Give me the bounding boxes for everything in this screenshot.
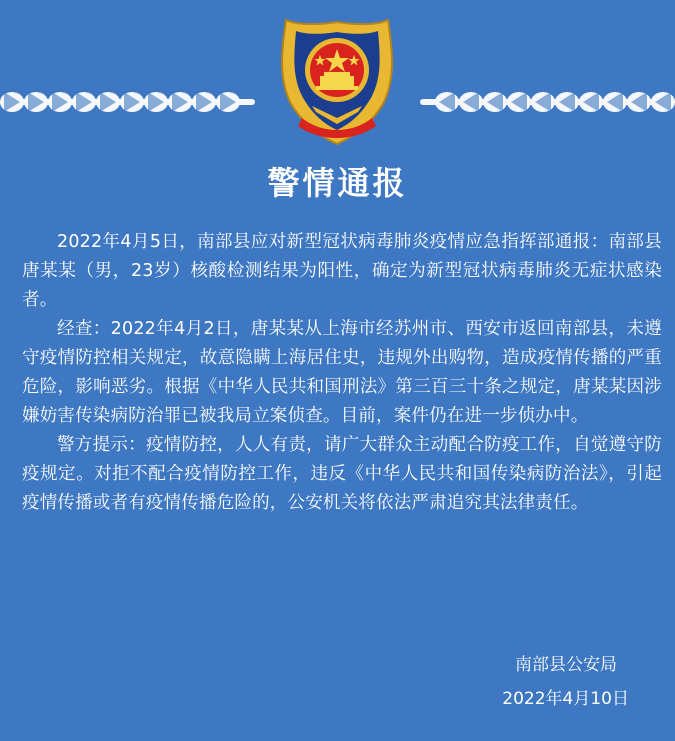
page-title: 警情通报: [267, 164, 408, 202]
police-badge-icon: [272, 18, 402, 146]
paragraph-police-reminder: 警方提示：疫情防控，人人有责，请广大群众主动配合防疫工作，自觉遵守防疫规定。对拒不配合疫情防控工作，违反《中华人民共和国传染病防治法》，引起疫情传播或者有疫情传播危险的，公安机关将依法严肃追究其法律责任。: [22, 435, 662, 513]
paragraph-investigation: 经查：2022年4月2日，唐某某从上海市经苏州市、西安市返回南部县，未遵守疫情防控相关规定，故意隐瞒上海居住史，违规外出购物，造成疫情传播的严重危险，影响恶劣。根据《中华人民共和国刑法》第三百三十条之规定，唐某某因涉嫌妨害传染病防治罪已被我局立案侦查。目前，案件仍在进一步侦办中。: [22, 319, 662, 426]
issuing-organization: 南部县公安局: [515, 655, 617, 675]
paragraph-incident: 2022年4月5日，南部县应对新型冠状病毒肺炎疫情应急指挥部通报：南部县唐某某（男，23岁）核酸检测结果为阳性，确定为新型冠状病毒肺炎无症状感染者。: [22, 232, 662, 310]
signature-block: [502, 648, 629, 716]
issue-date: 2022年4月10日: [502, 689, 629, 709]
left-wing-icon: [0, 88, 255, 116]
right-wing-icon: [420, 88, 675, 116]
notice-body: [22, 228, 662, 518]
